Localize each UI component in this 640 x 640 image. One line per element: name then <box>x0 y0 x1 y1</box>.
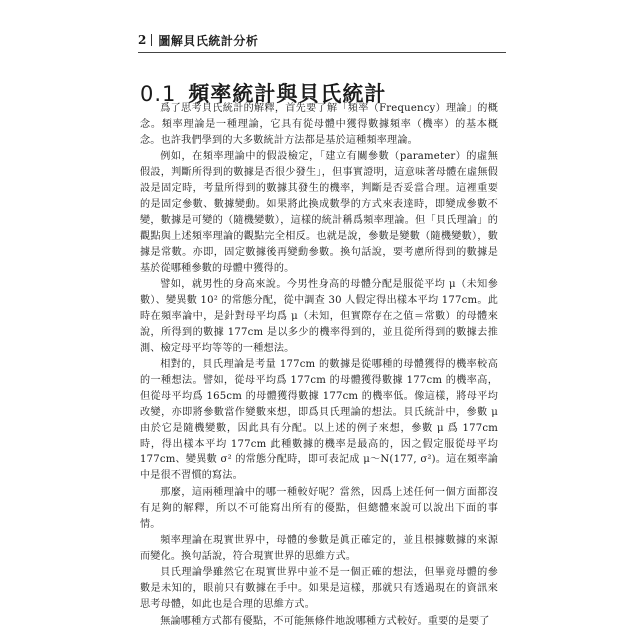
paragraph-6: 頻率理論在現實世界中，母體的參數是眞正確定的，並且根據數據的來源而變化。換句話說，符合現實世界的思維方式。 <box>140 534 498 562</box>
paragraph-2: 例如，在頻率理論中的假設檢定，「建立有關參數（parameter）的虛無假設，判斷所得到的數據是否很少發生」，但事實證明，這意味著母體在虛無假設是固定時，考量所得到的數據其發生的機率，判斷是否妥當合理。這裡重要的是固定參數、數據變動。如果將此換成數學的方式來表達時，即變成參數不變，數據是可變的（隨機變數），這樣的統計稱爲頻率理論。但「貝氏理論」的觀點與上述頻率理論的觀點完全相反。也就是說，參數是變數（隨機變數），數據是常數。亦即，固定數據後再變動參數。換句話說，要考慮所得到的數據是基於從哪種參數的母體中獲得的。 <box>140 151 498 274</box>
paragraph-8: 無論哪種方式都有優點，不可能無條件地說哪種方式較好。重要的是要了 <box>160 615 490 627</box>
page-number: 2 <box>138 33 147 47</box>
body-text <box>140 101 498 629</box>
section-title: 頻率統計與貝氏統計 <box>188 82 387 107</box>
paragraph-1: 爲了思考貝氏統計的解釋，首先要了解「頻率（Frequency）理論」的概念。頻率理論是一種理論，它具有從母體中獲得數據頻率（機率）的基本概念。也許我們學到的大多數統計方法都是基於這種頻率理論。 <box>140 103 498 146</box>
page-header <box>138 30 506 50</box>
header-divider <box>151 34 152 46</box>
paragraph-3: 譬如，就男性的身高來說。今男性身高的母體分配是服從平均 μ（未知參數）、變異數 10² 的常態分配，從中調查 30 人假定得出樣本平均 177cm。此時在頻率論中，是針對母平均爲 μ（未知，但實際存在之值＝常數）的母體來說，所得到的數據 177cm 是以多少的機率得到的，並且從所得到的數據去推測、檢定母平均等等的一種想法。 <box>140 278 498 354</box>
header-rule-line <box>138 52 506 53</box>
paragraph-7: 貝氏理論學雖然它在現實世界中並不是一個正確的想法，但畢竟母體的參數是未知的，眼前只有數據在手中。如果是這樣，那就只有透過現在的資訊來思考母體，如此也是合理的思維方式。 <box>140 567 498 611</box>
paragraph-4: 相對的，貝氏理論是考量 177cm 的數據是從哪種的母體獲得的機率較高的一種想法。譬如，從母平均爲 177cm 的母體獲得數據 177cm 的機率高，但從母平均爲 165cm 的母體獲得數據 177cm 的機率低。像這樣，將母平均改變，亦即將參數當作變數來想，即爲貝氏理論的想法。貝氏統計中，參數 μ 由於它是隨機變數，因此具有分配。以上述的例子來想，參數 μ 爲 177cm 時，得出樣本平均 177cm 此種數據的機率是最高的，因之假定服從母平均 177cm、變異數 σ² 的常態分配時，即可表記成 μ〜N(177, σ²)。這在頻率論中是很不習慣的寫法。 <box>140 359 498 482</box>
section-number: 0.1 <box>140 82 177 107</box>
running-book-title: 圖解貝氏統計分析 <box>158 33 259 48</box>
paragraph-5: 那麼，這兩種理論中的哪一種較好呢？當然，因爲上述任何一個方面都沒有足夠的解釋，所以不可能寫出所有的優點，但總體來說可以說出下面的事情。 <box>140 486 498 530</box>
